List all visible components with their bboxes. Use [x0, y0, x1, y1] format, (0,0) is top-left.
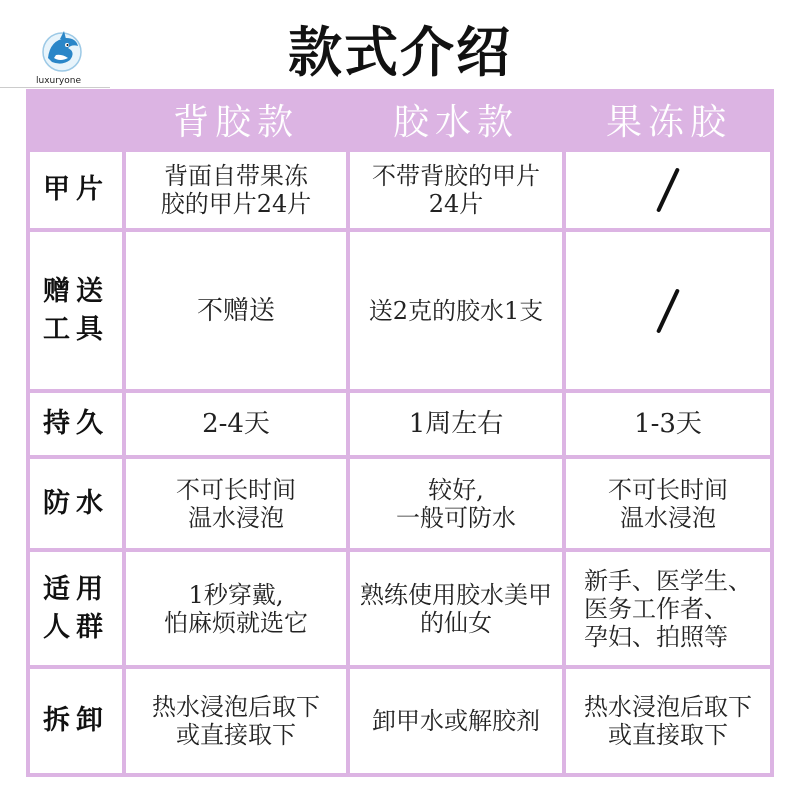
row-label-text: 持久 [43, 408, 109, 439]
row-label-text: 适用 人群 [43, 573, 109, 643]
cell-text: 1-3天 [634, 409, 702, 439]
cell-text: 不赠送 [196, 295, 275, 326]
cell-text: 较好, 一般可防水 [396, 475, 516, 532]
row-label [30, 552, 122, 665]
table-cell [126, 552, 346, 665]
header-back-glue: 背胶款 [172, 101, 299, 143]
row-label [30, 152, 122, 228]
row-label [30, 232, 122, 389]
cell-text: 不带背胶的甲片 24片 [372, 162, 540, 218]
cell-text: 新手、医学生、 医务工作者、 孕妇、拍照等 [584, 566, 752, 651]
table-cell [566, 152, 770, 228]
brand-name: luxuryone [36, 76, 82, 86]
table-cell [566, 552, 770, 665]
row-label [30, 393, 122, 455]
cell-text: 熟练使用胶水美甲 的仙女 [360, 580, 552, 637]
row-label-text: 拆卸 [43, 705, 109, 736]
table-cell [566, 459, 770, 548]
cell-text: 2-4天 [202, 409, 270, 439]
table-cell [350, 669, 562, 773]
slash-icon [656, 167, 680, 212]
cell-text: 不可长时间 温水浸泡 [176, 475, 296, 532]
cell-text: 1秒穿戴, 怕麻烦就选它 [164, 580, 308, 637]
header-glue: 胶水款 [392, 101, 519, 143]
row-label [30, 459, 122, 548]
cell-text: 背面自带果冻 胶的甲片24片 [160, 162, 312, 218]
table-cell [350, 152, 562, 228]
table-cell [126, 393, 346, 455]
cell-text: 热水浸泡后取下 或直接取下 [152, 693, 320, 749]
row-label-text: 赠送 工具 [43, 275, 109, 345]
table-cell [126, 669, 346, 773]
comparison-table [26, 89, 774, 777]
table-cell [350, 232, 562, 389]
cell-text: 1周左右 [408, 409, 504, 439]
cell-text: 卸甲水或解胶剂 [372, 707, 540, 735]
row-label-text: 防水 [43, 487, 109, 519]
divider [0, 87, 110, 88]
table-cell [350, 459, 562, 548]
cell-text: 不可长时间 温水浸泡 [608, 475, 728, 532]
row-label [30, 669, 122, 773]
slash-icon [656, 288, 680, 333]
table-cell [126, 152, 346, 228]
table-cell [566, 393, 770, 455]
table-cell [566, 669, 770, 773]
cell-text: 热水浸泡后取下 或直接取下 [584, 693, 752, 749]
cell-text: 送2克的胶水1支 [368, 296, 544, 325]
table-cell [350, 393, 562, 455]
table-cell [350, 552, 562, 665]
header-jelly-glue: 果冻胶 [605, 101, 732, 143]
page-title: 款式介绍 [288, 21, 512, 84]
table-cell [126, 232, 346, 389]
table-cell [126, 459, 346, 548]
row-label-text: 甲片 [43, 174, 109, 205]
table-cell [566, 232, 770, 389]
